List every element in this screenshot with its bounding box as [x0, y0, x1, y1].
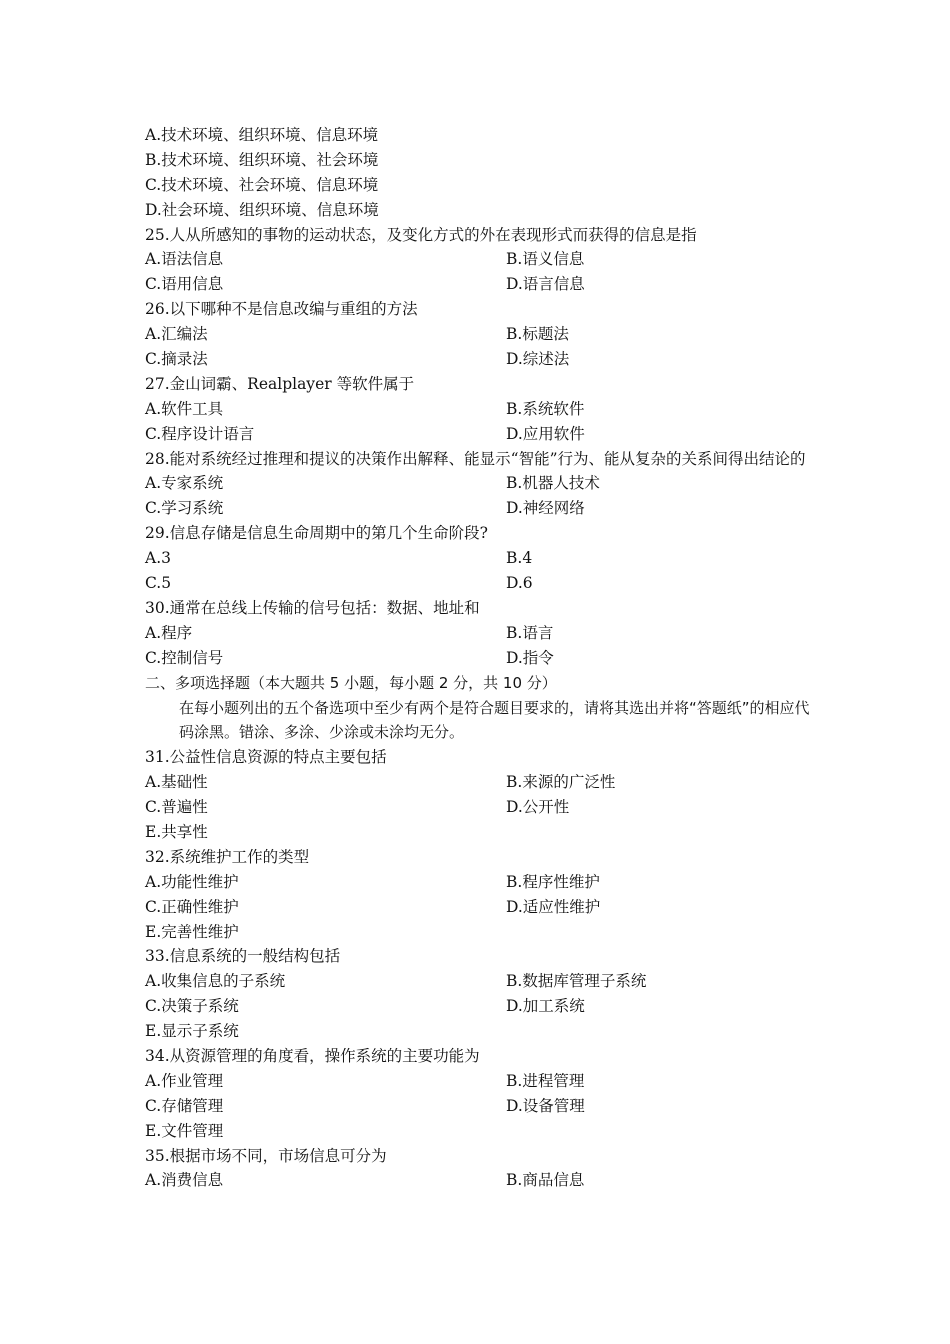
section-title-multiple-choice: 二、多项选择题（本大题共 5 小题，每小题 2 分，共 10 分）: [145, 673, 557, 692]
q31-option-b: B.来源的广泛性: [506, 773, 616, 792]
q27-option-b: B.系统软件: [506, 399, 585, 418]
q31-option-e: E.共享性: [145, 822, 208, 841]
q28-option-d: D.神经网络: [506, 499, 585, 518]
q26-option-c: C.摘录法: [145, 350, 208, 369]
q34-options-row-2: [145, 1094, 810, 1119]
q33-options-row-2: [145, 994, 810, 1019]
q26-option-b: B.标题法: [506, 325, 569, 344]
q27-options-row-2: [145, 422, 810, 447]
q29-options-row-1: [145, 546, 810, 571]
q30-option-b: B.语言: [506, 623, 554, 642]
q26-options-row-1: [145, 322, 810, 347]
q35-option-a: A.消费信息: [145, 1171, 224, 1190]
q29-option-b: B.4: [506, 549, 533, 568]
q28-option-b: B.机器人技术: [506, 474, 600, 493]
q31-options-row-1: [145, 770, 810, 795]
q31-option-d: D.公开性: [506, 798, 570, 817]
q29-option-d: D.6: [506, 574, 533, 593]
q34-stem: 34.从资源管理的角度看，操作系统的主要功能为: [145, 1047, 480, 1065]
q30-option-c: C.控制信号: [145, 648, 224, 667]
q25-option-c: C.语用信息: [145, 275, 224, 294]
q29-options-row-2: [145, 571, 810, 596]
q25-options-row-2: [145, 272, 810, 297]
q26-option-d: D.综述法: [506, 350, 570, 369]
q30-option-d: D.指令: [506, 648, 554, 667]
q28-stem: 28.能对系统经过推理和提议的决策作出解释、能显示“智能”行为、能从复杂的关系间得出结论的: [145, 449, 806, 468]
q33-option-e: E.显示子系统: [145, 1022, 239, 1041]
exam-page: [145, 123, 810, 1193]
q30-option-a: A.程序: [145, 623, 193, 642]
q25-options-row-1: [145, 247, 810, 272]
q32-option-d: D.适应性维护: [506, 897, 601, 916]
q31-stem: 31.公益性信息资源的特点主要包括: [145, 748, 387, 767]
q24-option-b: B.技术环境、组织环境、社会环境: [145, 150, 379, 169]
q24-option-a: A.技术环境、组织环境、信息环境: [145, 126, 379, 144]
q27-options-row-1: [145, 397, 810, 422]
q34-options-row-1: [145, 1069, 810, 1094]
q25-option-b: B.语义信息: [506, 250, 585, 269]
q28-options-row-2: [145, 496, 810, 521]
q35-options-row-1: [145, 1168, 810, 1193]
q29-stem: 29.信息存储是信息生命周期中的第几个生命阶段?: [145, 524, 488, 543]
q28-option-a: A.专家系统: [145, 474, 224, 493]
q26-stem: 26.以下哪种不是信息改编与重组的方法: [145, 300, 418, 319]
q33-option-a: A.收集信息的子系统: [145, 972, 286, 991]
q25-option-d: D.语言信息: [506, 275, 585, 294]
q33-option-c: C.决策子系统: [145, 997, 239, 1016]
q32-stem: 32.系统维护工作的类型: [145, 847, 310, 866]
q27-option-c: C.程序设计语言: [145, 424, 255, 443]
q33-options-row-1: [145, 969, 810, 994]
q27-option-a: A.软件工具: [145, 399, 224, 418]
q28-option-c: C.学习系统: [145, 499, 224, 518]
q32-option-b: B.程序性维护: [506, 872, 600, 891]
q34-option-b: B.进程管理: [506, 1071, 585, 1090]
q30-stem: 30.通常在总线上传输的信号包括：数据、地址和: [145, 598, 480, 617]
q34-option-e: E.文件管理: [145, 1121, 224, 1140]
q33-option-b: B.数据库管理子系统: [506, 972, 647, 991]
q35-stem: 35.根据市场不同，市场信息可分为: [145, 1146, 387, 1165]
q32-option-c: C.正确性维护: [145, 897, 239, 916]
q35-option-b: B.商品信息: [506, 1171, 585, 1190]
q31-options-row-2: [145, 795, 810, 820]
q28-options-row-1: [145, 471, 810, 496]
q30-options-row-2: [145, 646, 810, 671]
q30-options-row-1: [145, 621, 810, 646]
q29-option-c: C.5: [145, 574, 172, 593]
q34-option-d: D.设备管理: [506, 1096, 585, 1115]
q25-option-a: A.语法信息: [145, 250, 224, 269]
q31-option-a: A.基础性: [145, 773, 208, 792]
q33-option-d: D.加工系统: [506, 997, 585, 1016]
q26-options-row-2: [145, 347, 810, 372]
q25-stem: 25.人从所感知的事物的运动状态，及变化方式的外在表现形式而获得的信息是指: [145, 225, 697, 244]
q34-option-a: A.作业管理: [145, 1071, 224, 1090]
q32-options-row-2: [145, 895, 810, 920]
q33-stem: 33.信息系统的一般结构包括: [145, 947, 341, 966]
q27-option-d: D.应用软件: [506, 424, 585, 443]
q26-option-a: A.汇编法: [145, 325, 208, 344]
q32-option-a: A.功能性维护: [145, 872, 239, 891]
q24-option-c: C.技术环境、社会环境、信息环境: [145, 175, 379, 194]
q27-stem: 27.金山词霸、Realplayer 等软件属于: [145, 374, 415, 393]
q29-option-a: A.3: [145, 549, 171, 568]
q31-option-c: C.普遍性: [145, 798, 208, 817]
section-instruction: 在每小题列出的五个备选项中至少有两个是符合题目要求的，请将其选出并将“答题纸”的相应代码涂黑。错涂、多涂、少涂或未涂均无分。: [179, 698, 810, 742]
q34-option-c: C.存储管理: [145, 1096, 224, 1115]
q24-option-d: D.社会环境、组织环境、信息环境: [145, 200, 379, 219]
q32-options-row-1: [145, 870, 810, 895]
q32-option-e: E.完善性维护: [145, 922, 239, 941]
